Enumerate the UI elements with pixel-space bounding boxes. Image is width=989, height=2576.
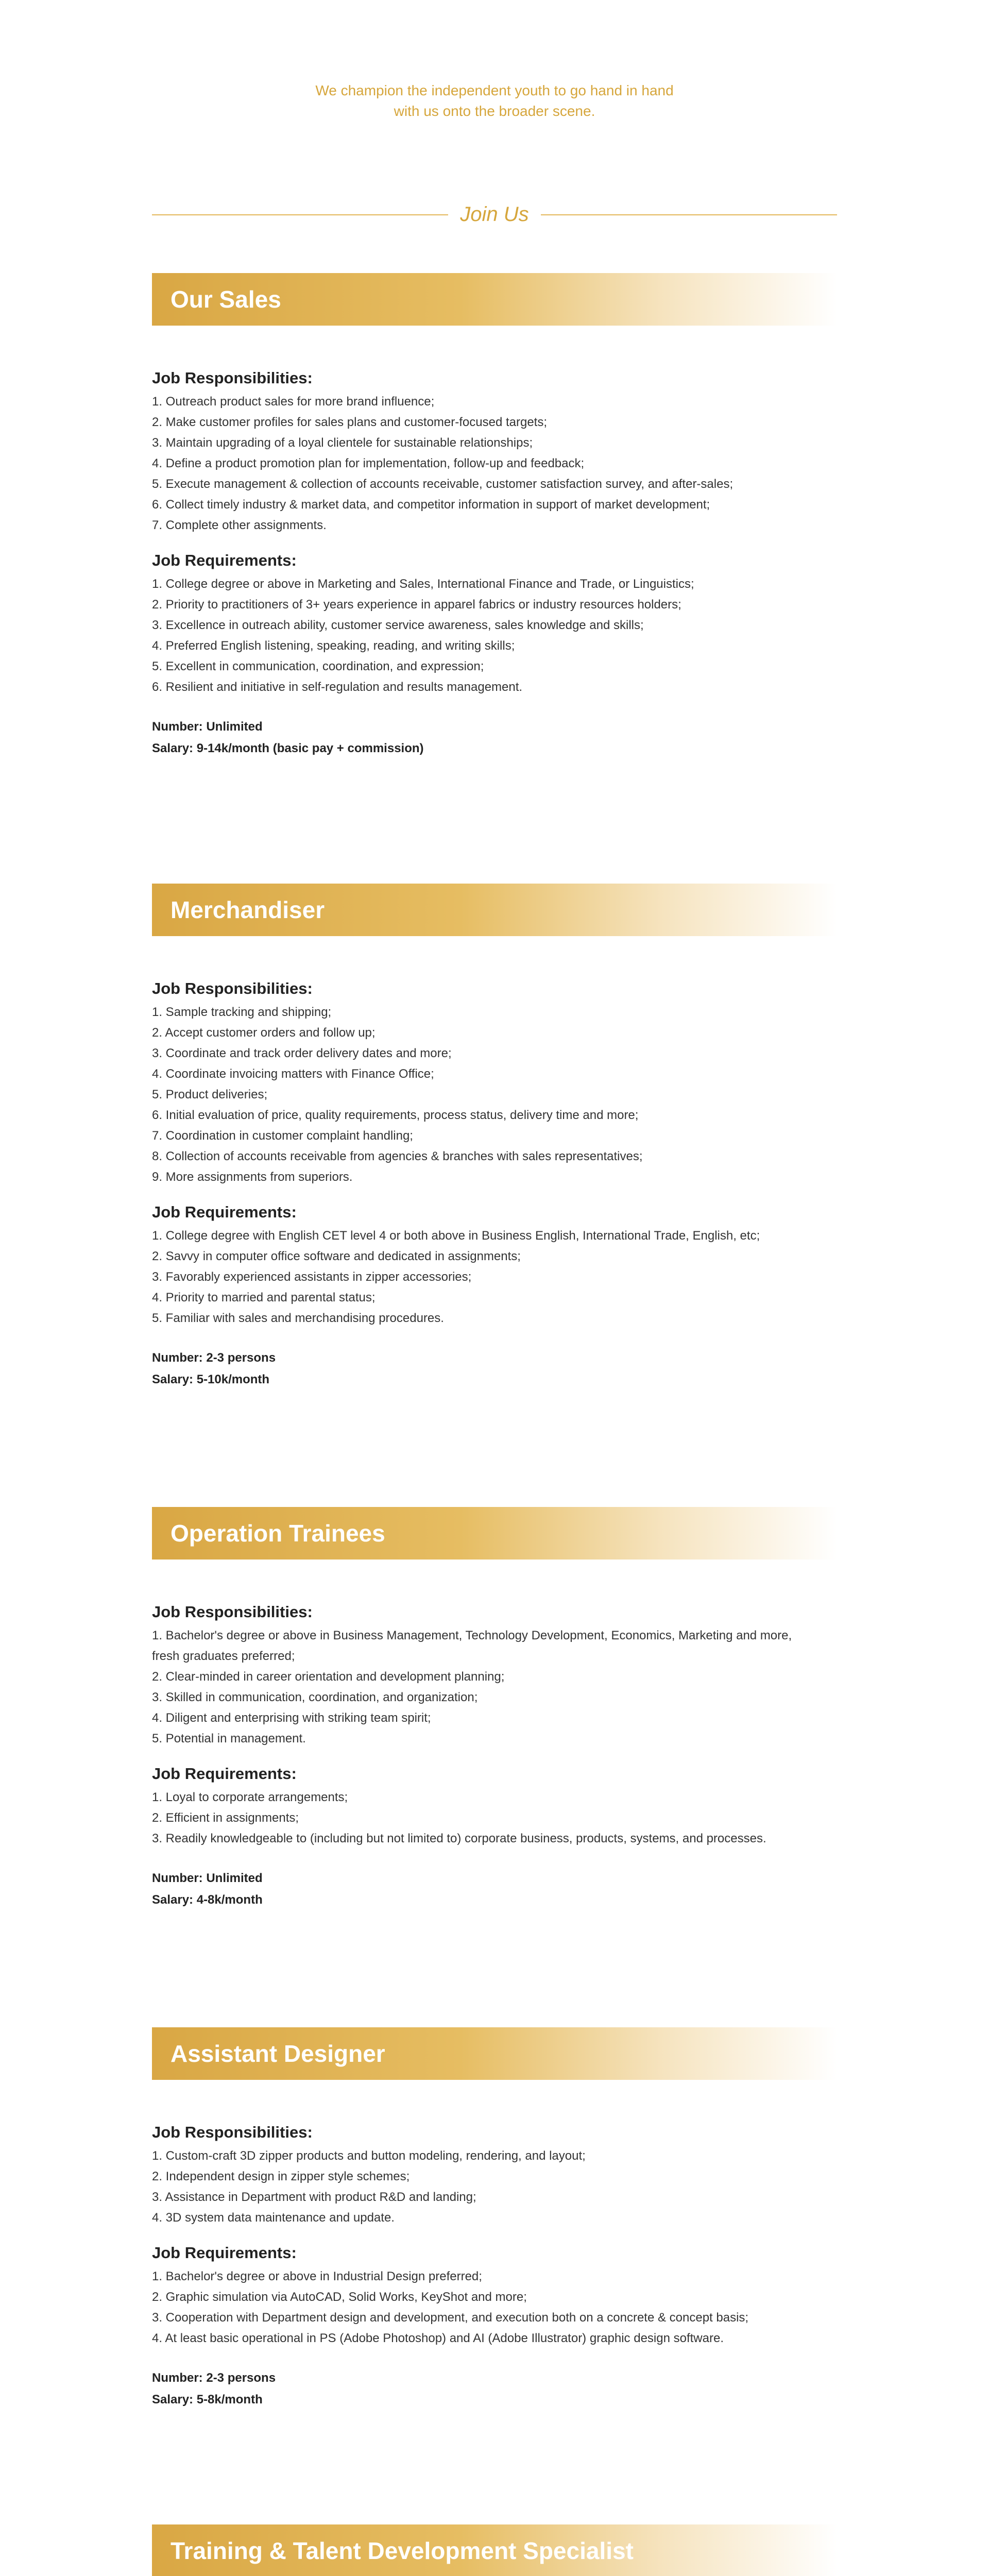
- responsibilities-heading: Job Responsibilities:: [152, 979, 313, 997]
- requirements-list: [152, 574, 837, 698]
- list-item: 5. Excellent in communication, coordination, and expression;: [152, 659, 484, 673]
- responsibilities-list: [152, 392, 837, 536]
- list-item: 8. Collection of accounts receivable from agencies & branches with sales representatives;: [152, 1149, 643, 1163]
- list-item: fresh graduates preferred;: [152, 1649, 295, 1663]
- join-us-divider: [152, 200, 837, 229]
- list-item: 1. College degree with English CET level 4 or both above in Business English, International Trade, English, etc;: [152, 1229, 760, 1243]
- job-card-sales: [152, 273, 837, 759]
- list-item: 4. Priority to married and parental status;: [152, 1291, 376, 1304]
- requirements-section: [152, 550, 837, 698]
- job-banner: [152, 273, 837, 326]
- responsibilities-section: [152, 368, 837, 536]
- list-item: 2. Independent design in zipper style schemes;: [152, 2170, 410, 2183]
- list-item: 7. Complete other assignments.: [152, 518, 327, 532]
- list-item: 2. Savvy in computer office software and dedicated in assignments;: [152, 1249, 521, 1263]
- list-item: 5. Potential in management.: [152, 1732, 306, 1745]
- join-us-title: Join Us: [460, 203, 529, 226]
- job-number: Number: 2-3 persons: [152, 1351, 276, 1365]
- job-card-assistant-designer: [152, 2027, 837, 2411]
- list-item: 6. Resilient and initiative in self-regulation and results management.: [152, 680, 523, 694]
- list-item: 3. Cooperation with Department design and development, and execution both on a concrete & concept basis;: [152, 2311, 749, 2325]
- list-item: 4. Diligent and enterprising with striking team spirit;: [152, 1711, 431, 1725]
- requirements-heading: Job Requirements:: [152, 2244, 297, 2262]
- job-meta: [152, 1347, 837, 1391]
- requirements-section: [152, 1764, 837, 1849]
- job-meta: [152, 2367, 837, 2411]
- responsibilities-list: [152, 1625, 837, 1749]
- list-item: 1. College degree or above in Marketing and Sales, International Finance and Trade, or Linguistics;: [152, 577, 694, 591]
- requirements-section: [152, 2243, 837, 2349]
- list-item: 3. Favorably experienced assistants in zipper accessories;: [152, 1270, 472, 1284]
- job-card-training-specialist: [152, 2524, 837, 2576]
- requirements-list: [152, 1226, 837, 1329]
- responsibilities-list: [152, 2146, 837, 2228]
- job-salary: Salary: 5-8k/month: [152, 2393, 263, 2406]
- job-card-operation-trainees: [152, 1507, 837, 1911]
- list-item: 3. Assistance in Department with product R&D and landing;: [152, 2190, 476, 2204]
- job-banner: [152, 1507, 837, 1560]
- list-item: 1. Sample tracking and shipping;: [152, 1005, 332, 1019]
- list-item: 1. Bachelor's degree or above in Business Management, Technology Development, Economics, Marketing and more,: [152, 1629, 792, 1642]
- list-item: 4. At least basic operational in PS (Adobe Photoshop) and AI (Adobe Illustrator) graphic design software.: [152, 2331, 724, 2345]
- tagline-line-1: We champion the independent youth to go hand in hand: [315, 82, 674, 98]
- job-meta: [152, 1868, 837, 1911]
- list-item: 1. Bachelor's degree or above in Industrial Design preferred;: [152, 2269, 482, 2283]
- list-item: 1. Loyal to corporate arrangements;: [152, 1790, 348, 1804]
- job-number: Number: Unlimited: [152, 1871, 263, 1885]
- requirements-section: [152, 1202, 837, 1329]
- job-card-merchandiser: [152, 884, 837, 1391]
- responsibilities-section: [152, 2122, 837, 2228]
- list-item: 3. Maintain upgrading of a loyal clientele for sustainable relationships;: [152, 436, 533, 450]
- list-item: 5. Product deliveries;: [152, 1088, 268, 1101]
- requirements-list: [152, 1787, 837, 1849]
- job-title: Our Sales: [170, 286, 281, 313]
- requirements-heading: Job Requirements:: [152, 1203, 297, 1221]
- list-item: 4. Preferred English listening, speaking, reading, and writing skills;: [152, 639, 515, 653]
- responsibilities-list: [152, 1002, 837, 1188]
- divider-line-right: [541, 214, 837, 215]
- job-title: Training & Talent Development Specialist: [170, 2537, 634, 2564]
- tagline-line-2: with us onto the broader scene.: [394, 103, 595, 119]
- responsibilities-section: [152, 978, 837, 1188]
- job-banner: [152, 2027, 837, 2080]
- list-item: 3. Skilled in communication, coordination, and organization;: [152, 1690, 478, 1704]
- list-item: 4. Coordinate invoicing matters with Finance Office;: [152, 1067, 434, 1081]
- job-banner: [152, 2524, 837, 2576]
- list-item: 2. Graphic simulation via AutoCAD, Solid Works, KeyShot and more;: [152, 2290, 527, 2304]
- list-item: 1. Outreach product sales for more brand influence;: [152, 395, 435, 409]
- job-number: Number: 2-3 persons: [152, 2371, 276, 2385]
- list-item: 3. Coordinate and track order delivery dates and more;: [152, 1046, 452, 1060]
- list-item: 4. 3D system data maintenance and update.: [152, 2211, 395, 2225]
- list-item: 4. Define a product promotion plan for implementation, follow-up and feedback;: [152, 456, 585, 470]
- list-item: 9. More assignments from superiors.: [152, 1170, 353, 1184]
- list-item: 3. Readily knowledgeable to (including but not limited to) corporate business, products, systems, and processes.: [152, 1832, 766, 1845]
- responsibilities-heading: Job Responsibilities:: [152, 1603, 313, 1621]
- job-banner: [152, 884, 837, 936]
- list-item: 2. Efficient in assignments;: [152, 1811, 299, 1825]
- divider-line-left: [152, 214, 448, 215]
- requirements-heading: Job Requirements:: [152, 1765, 297, 1783]
- list-item: 3. Excellence in outreach ability, customer service awareness, sales knowledge and skills;: [152, 618, 644, 632]
- list-item: 6. Collect timely industry & market data, and competitor information in support of market development;: [152, 498, 710, 512]
- job-title: Operation Trainees: [170, 1520, 385, 1547]
- list-item: 7. Coordination in customer complaint handling;: [152, 1129, 413, 1143]
- list-item: 6. Initial evaluation of price, quality requirements, process status, delivery time and more;: [152, 1108, 639, 1122]
- job-salary: Salary: 9-14k/month (basic pay + commission): [152, 741, 424, 755]
- list-item: 2. Make customer profiles for sales plans and customer-focused targets;: [152, 415, 548, 429]
- job-meta: [152, 716, 837, 759]
- requirements-heading: Job Requirements:: [152, 551, 297, 569]
- list-item: 5. Execute management & collection of accounts receivable, customer satisfaction survey, and after-sales;: [152, 477, 734, 491]
- requirements-list: [152, 2266, 837, 2349]
- job-number: Number: Unlimited: [152, 720, 263, 734]
- responsibilities-section: [152, 1602, 837, 1749]
- list-item: 5. Familiar with sales and merchandising procedures.: [152, 1311, 444, 1325]
- tagline: [0, 80, 989, 122]
- responsibilities-heading: Job Responsibilities:: [152, 2123, 313, 2141]
- job-title: Assistant Designer: [170, 2040, 385, 2067]
- responsibilities-heading: Job Responsibilities:: [152, 369, 313, 387]
- list-item: 2. Clear-minded in career orientation and development planning;: [152, 1670, 505, 1684]
- list-item: 2. Accept customer orders and follow up;: [152, 1026, 376, 1040]
- job-salary: Salary: 5-10k/month: [152, 1372, 270, 1386]
- list-item: 1. Custom-craft 3D zipper products and button modeling, rendering, and layout;: [152, 2149, 586, 2163]
- job-title: Merchandiser: [170, 896, 325, 923]
- list-item: 2. Priority to practitioners of 3+ years experience in apparel fabrics or industry resources holders;: [152, 598, 681, 612]
- job-salary: Salary: 4-8k/month: [152, 1893, 263, 1907]
